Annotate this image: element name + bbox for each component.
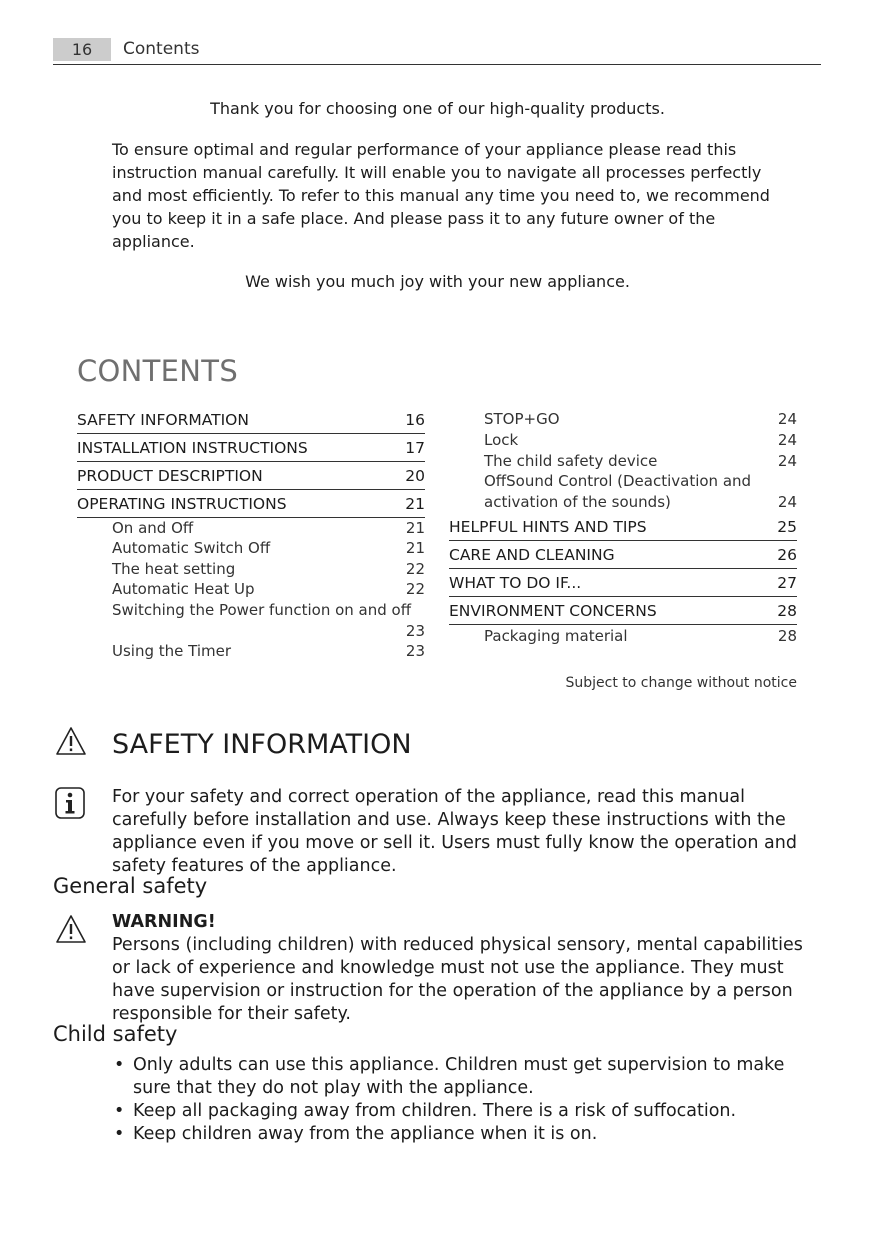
warning-title: WARNING! xyxy=(112,912,216,932)
toc-subentry-packaging-material[interactable] xyxy=(484,626,797,647)
toc-subentry-power-function[interactable] xyxy=(112,600,425,641)
bullet-icon: • xyxy=(114,1124,125,1144)
toc-subentry-label: The child safety device xyxy=(484,452,658,470)
toc-entry-label: WHAT TO DO IF... xyxy=(449,574,582,592)
bullet-icon: • xyxy=(114,1101,125,1121)
toc-subentry-page: 24 xyxy=(777,492,797,511)
toc-entry-label: OPERATING INSTRUCTIONS xyxy=(77,495,287,513)
toc-subentry-using-timer[interactable] xyxy=(112,641,425,662)
toc-subentry-label: OffSound Control (Deactivation and xyxy=(484,472,752,490)
toc-subentry-child-safety-device[interactable] xyxy=(484,451,797,472)
toc-entry-helpful-hints[interactable] xyxy=(449,516,797,541)
toc-subentry-page: 24 xyxy=(777,410,797,428)
header-title: Contents xyxy=(123,39,200,59)
toc-subentry-page: 24 xyxy=(777,452,797,470)
toc-subentry-label: STOP+GO xyxy=(484,410,560,428)
toc-subentry-page: 23 xyxy=(405,621,425,640)
child-safety-list xyxy=(112,1054,812,1146)
toc-subentry-label-continued: activation of the sounds) xyxy=(484,492,671,511)
toc-subentry-page: 28 xyxy=(777,627,797,645)
warning-triangle-icon xyxy=(55,726,87,756)
toc-entry-label: PRODUCT DESCRIPTION xyxy=(77,467,263,485)
toc-entry-what-to-do-if[interactable] xyxy=(449,572,797,597)
toc-subentry-on-and-off[interactable] xyxy=(112,518,425,539)
toc-entry-page: 26 xyxy=(777,546,797,564)
child-safety-heading: Child safety xyxy=(53,1022,178,1046)
toc-entry-label: SAFETY INFORMATION xyxy=(77,411,249,429)
toc-subentry-page: 24 xyxy=(777,431,797,449)
toc-subentry-offsound-control[interactable] xyxy=(484,471,797,512)
toc-subentry-page: 21 xyxy=(405,539,425,557)
list-item-text: Keep children away from the appliance when it is on. xyxy=(133,1124,598,1144)
toc-entry-label: CARE AND CLEANING xyxy=(449,546,615,564)
page-number: 16 xyxy=(53,38,111,61)
toc-subentry-label: On and Off xyxy=(112,519,194,537)
toc-subentry-heat-setting[interactable] xyxy=(112,559,425,580)
info-icon xyxy=(55,787,85,819)
toc-entry-safety-information[interactable] xyxy=(77,409,425,434)
list-item-text: Only adults can use this appliance. Children must get supervision to make sure that they do not play with the appliance. xyxy=(133,1055,785,1098)
toc-entry-page: 20 xyxy=(405,467,425,485)
intro-wish: We wish you much joy with your new appliance. xyxy=(245,272,630,291)
warning-triangle-icon xyxy=(55,914,87,944)
toc-subentry-lock[interactable] xyxy=(484,430,797,451)
header-divider xyxy=(53,64,821,65)
general-safety-heading: General safety xyxy=(53,874,208,898)
toc-subentry-page: 22 xyxy=(405,560,425,578)
toc-entry-operating-instructions[interactable] xyxy=(77,493,425,518)
toc-entry-page: 25 xyxy=(777,518,797,536)
toc-subentry-page: 21 xyxy=(405,519,425,537)
list-item xyxy=(112,1100,812,1123)
list-item xyxy=(112,1123,812,1146)
toc-entry-label: ENVIRONMENT CONCERNS xyxy=(449,602,657,620)
toc-entry-environment-concerns[interactable] xyxy=(449,600,797,625)
intro-thanks: Thank you for choosing one of our high-quality products. xyxy=(210,99,665,118)
toc-subentry-label: The heat setting xyxy=(112,560,236,578)
toc-entry-page: 16 xyxy=(405,411,425,429)
toc-entry-label: INSTALLATION INSTRUCTIONS xyxy=(77,439,308,457)
toc-subentry-label: Switching the Power function on and off xyxy=(112,601,412,619)
toc-subentry-automatic-switch-off[interactable] xyxy=(112,538,425,559)
intro-body: To ensure optimal and regular performance of your appliance please read this instruction manual carefully. It will enable you to navigate all processes perfectly and most efficiently. To refer to this manual any time you need to, we recommend you to keep it in a safe place. And please pass it to any future owner of the appliance. xyxy=(112,140,770,251)
toc-subentry-label: Using the Timer xyxy=(112,642,232,660)
toc-subentry-page: 23 xyxy=(405,642,425,660)
list-item-text: Keep all packaging away from children. There is a risk of suffocation. xyxy=(133,1101,737,1121)
toc-subentry-stop-go[interactable] xyxy=(484,409,797,430)
toc-subentry-label: Automatic Switch Off xyxy=(112,539,271,557)
toc-entry-page: 21 xyxy=(405,495,425,513)
contents-heading: CONTENTS xyxy=(77,354,239,388)
toc-subentry-label: Automatic Heat Up xyxy=(112,580,255,598)
bullet-icon: • xyxy=(114,1055,125,1075)
toc-entry-care-and-cleaning[interactable] xyxy=(449,544,797,569)
list-item xyxy=(112,1054,812,1100)
toc-entry-page: 17 xyxy=(405,439,425,457)
safety-information-heading: SAFETY INFORMATION xyxy=(112,729,412,760)
toc-entry-installation-instructions[interactable] xyxy=(77,437,425,462)
toc-subentry-label: Lock xyxy=(484,431,519,449)
toc-entry-product-description[interactable] xyxy=(77,465,425,490)
toc-subentry-automatic-heat-up[interactable] xyxy=(112,579,425,600)
toc-entry-page: 27 xyxy=(777,574,797,592)
warning-text: Persons (including children) with reduced physical sensory, mental capabilities or lack of experience and knowledge must not use the appliance. They must have supervision or instruction for the operation of the appliance by a person responsible for their safety. xyxy=(112,935,803,1024)
toc-entry-page: 28 xyxy=(777,602,797,620)
subject-to-change-note: Subject to change without notice xyxy=(565,675,797,691)
toc-subentry-page: 22 xyxy=(405,580,425,598)
safety-info-text: For your safety and correct operation of the appliance, read this manual carefully before installation and use. Always keep these instructions with the appliance even if you move or sell it. Users must fully know the operation and safety features of the appliance. xyxy=(112,787,797,876)
toc-entry-label: HELPFUL HINTS AND TIPS xyxy=(449,518,647,536)
toc-subentry-label: Packaging material xyxy=(484,627,628,645)
